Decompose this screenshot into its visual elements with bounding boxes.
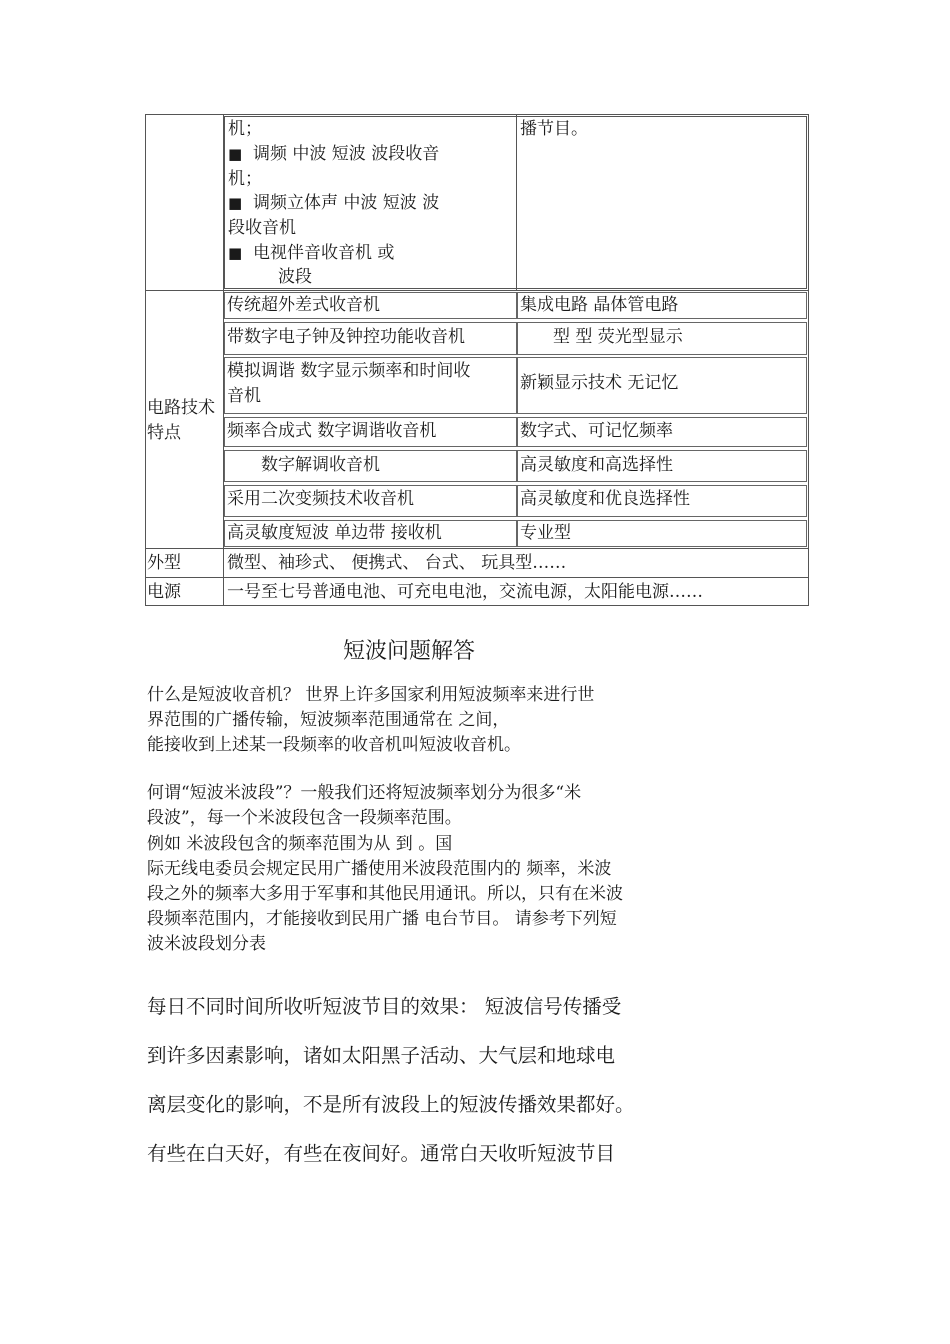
paragraph-line: 有些在白天好，有些在夜间好。通常白天收听短波节目 [147,1142,616,1165]
circuit-row-left: 采用二次变频技术收音机 [227,489,414,509]
table-inner-border [224,116,516,117]
table-border-bottom [145,605,809,606]
paragraph-line: 际无线电委员会规定民用广播使用米波段范围内的 频率，米波 [147,859,612,879]
circuit-row-left: 数字解调收音机 [261,455,380,475]
paragraph-line: 何谓“短波米波段”？一般我们还将短波频率划分为很多“米 [147,783,582,803]
paragraph-line: 离层变化的影响，不是所有波段上的短波传播效果都好。 [147,1093,635,1116]
table-border-right [808,114,809,606]
list-item: 段收音机 [228,218,296,238]
table-col-divider [516,114,517,290]
list-item: ■ 调频 中波 短波 波段收音 [228,144,440,164]
circuit-row-right: 型 型 荧光型显示 [553,327,683,347]
table-row-divider [145,577,809,578]
circuit-row-right: 新颖显示技术 无记忆 [520,373,679,393]
bullet-square-icon: ■ [228,194,243,212]
paragraph-line: 例如 米波段包含的频率范围为从 到 。国 [147,834,453,854]
circuit-row-right: 集成电路 晶体管电路 [520,295,679,315]
list-item: ■ 电视伴音收音机 或 [228,243,395,263]
circuit-row-left: 高灵敏度短波 单边带 接收机 [227,523,442,543]
radio-types-right: 播节目。 [520,119,588,139]
appearance-value: 微型、袖珍式、 便携式、 台式、 玩具型…… [227,553,567,573]
circuit-row-right: 数字式、可记忆频率 [520,421,673,441]
paragraph-line: 波米波段划分表 [147,934,266,954]
list-item: 机； [228,169,262,189]
circuit-row-right: 高灵敏度和高选择性 [520,455,673,475]
circuit-row-left: 频率合成式 数字调谐收音机 [227,421,437,441]
circuit-row-left: 传统超外差式收音机 [227,295,380,315]
circuit-row-right: 高灵敏度和优良选择性 [520,489,690,509]
paragraph-line: 到许多因素影响，诸如太阳黑子活动、大气层和地球电 [147,1044,616,1067]
list-item: ■ 调频立体声 中波 短波 波 [228,193,440,213]
paragraph-line: 什么是短波收音机？ 世界上许多国家利用短波频率来进行世 [147,685,595,705]
list-item: 波段 [278,267,312,287]
circuit-row-left: 带数字电子钟及钟控功能收音机 [227,327,465,347]
paragraph-line: 段频率范围内，才能接收到民用广播 电台节目。 请参考下列短 [147,909,617,929]
table-row-divider [145,290,809,291]
circuit-row-left-continued: 音机 [227,386,261,406]
bullet-square-icon: ■ [228,244,243,262]
table-border-top [145,114,809,115]
table-inner-border [806,116,807,289]
circuit-row-right: 专业型 [520,523,571,543]
paragraph-line: 每日不同时间所收听短波节目的效果： 短波信号传播受 [147,995,622,1018]
paragraph-line: 段之外的频率大多用于军事和其他民用通讯。所以，只有在米波 [147,884,623,904]
appearance-label: 外型 [147,553,181,573]
table-border-left [145,114,146,606]
power-value: 一号至七号普通电池、可充电电池，交流电源，太阳能电源…… [227,582,703,602]
table-inner-border [224,116,225,289]
paragraph-line: 能接收到上述某一段频率的收音机叫短波收音机。 [147,735,521,755]
bullet-square-icon: ■ [228,145,243,163]
power-label: 电源 [147,582,181,602]
table-row-divider [145,548,809,549]
list-item: 机； [228,119,262,139]
circuit-row-left: 模拟调谐 数字显示频率和时间收 [227,361,471,381]
paragraph-line: 界范围的广播传输，短波频率范围通常在 之间， [147,710,510,730]
section-title: 短波问题解答 [343,639,476,664]
circuit-label: 电路技术 特点 [147,398,215,443]
paragraph-line: 段波”，每一个米波段包含一段频率范围。 [147,808,462,828]
